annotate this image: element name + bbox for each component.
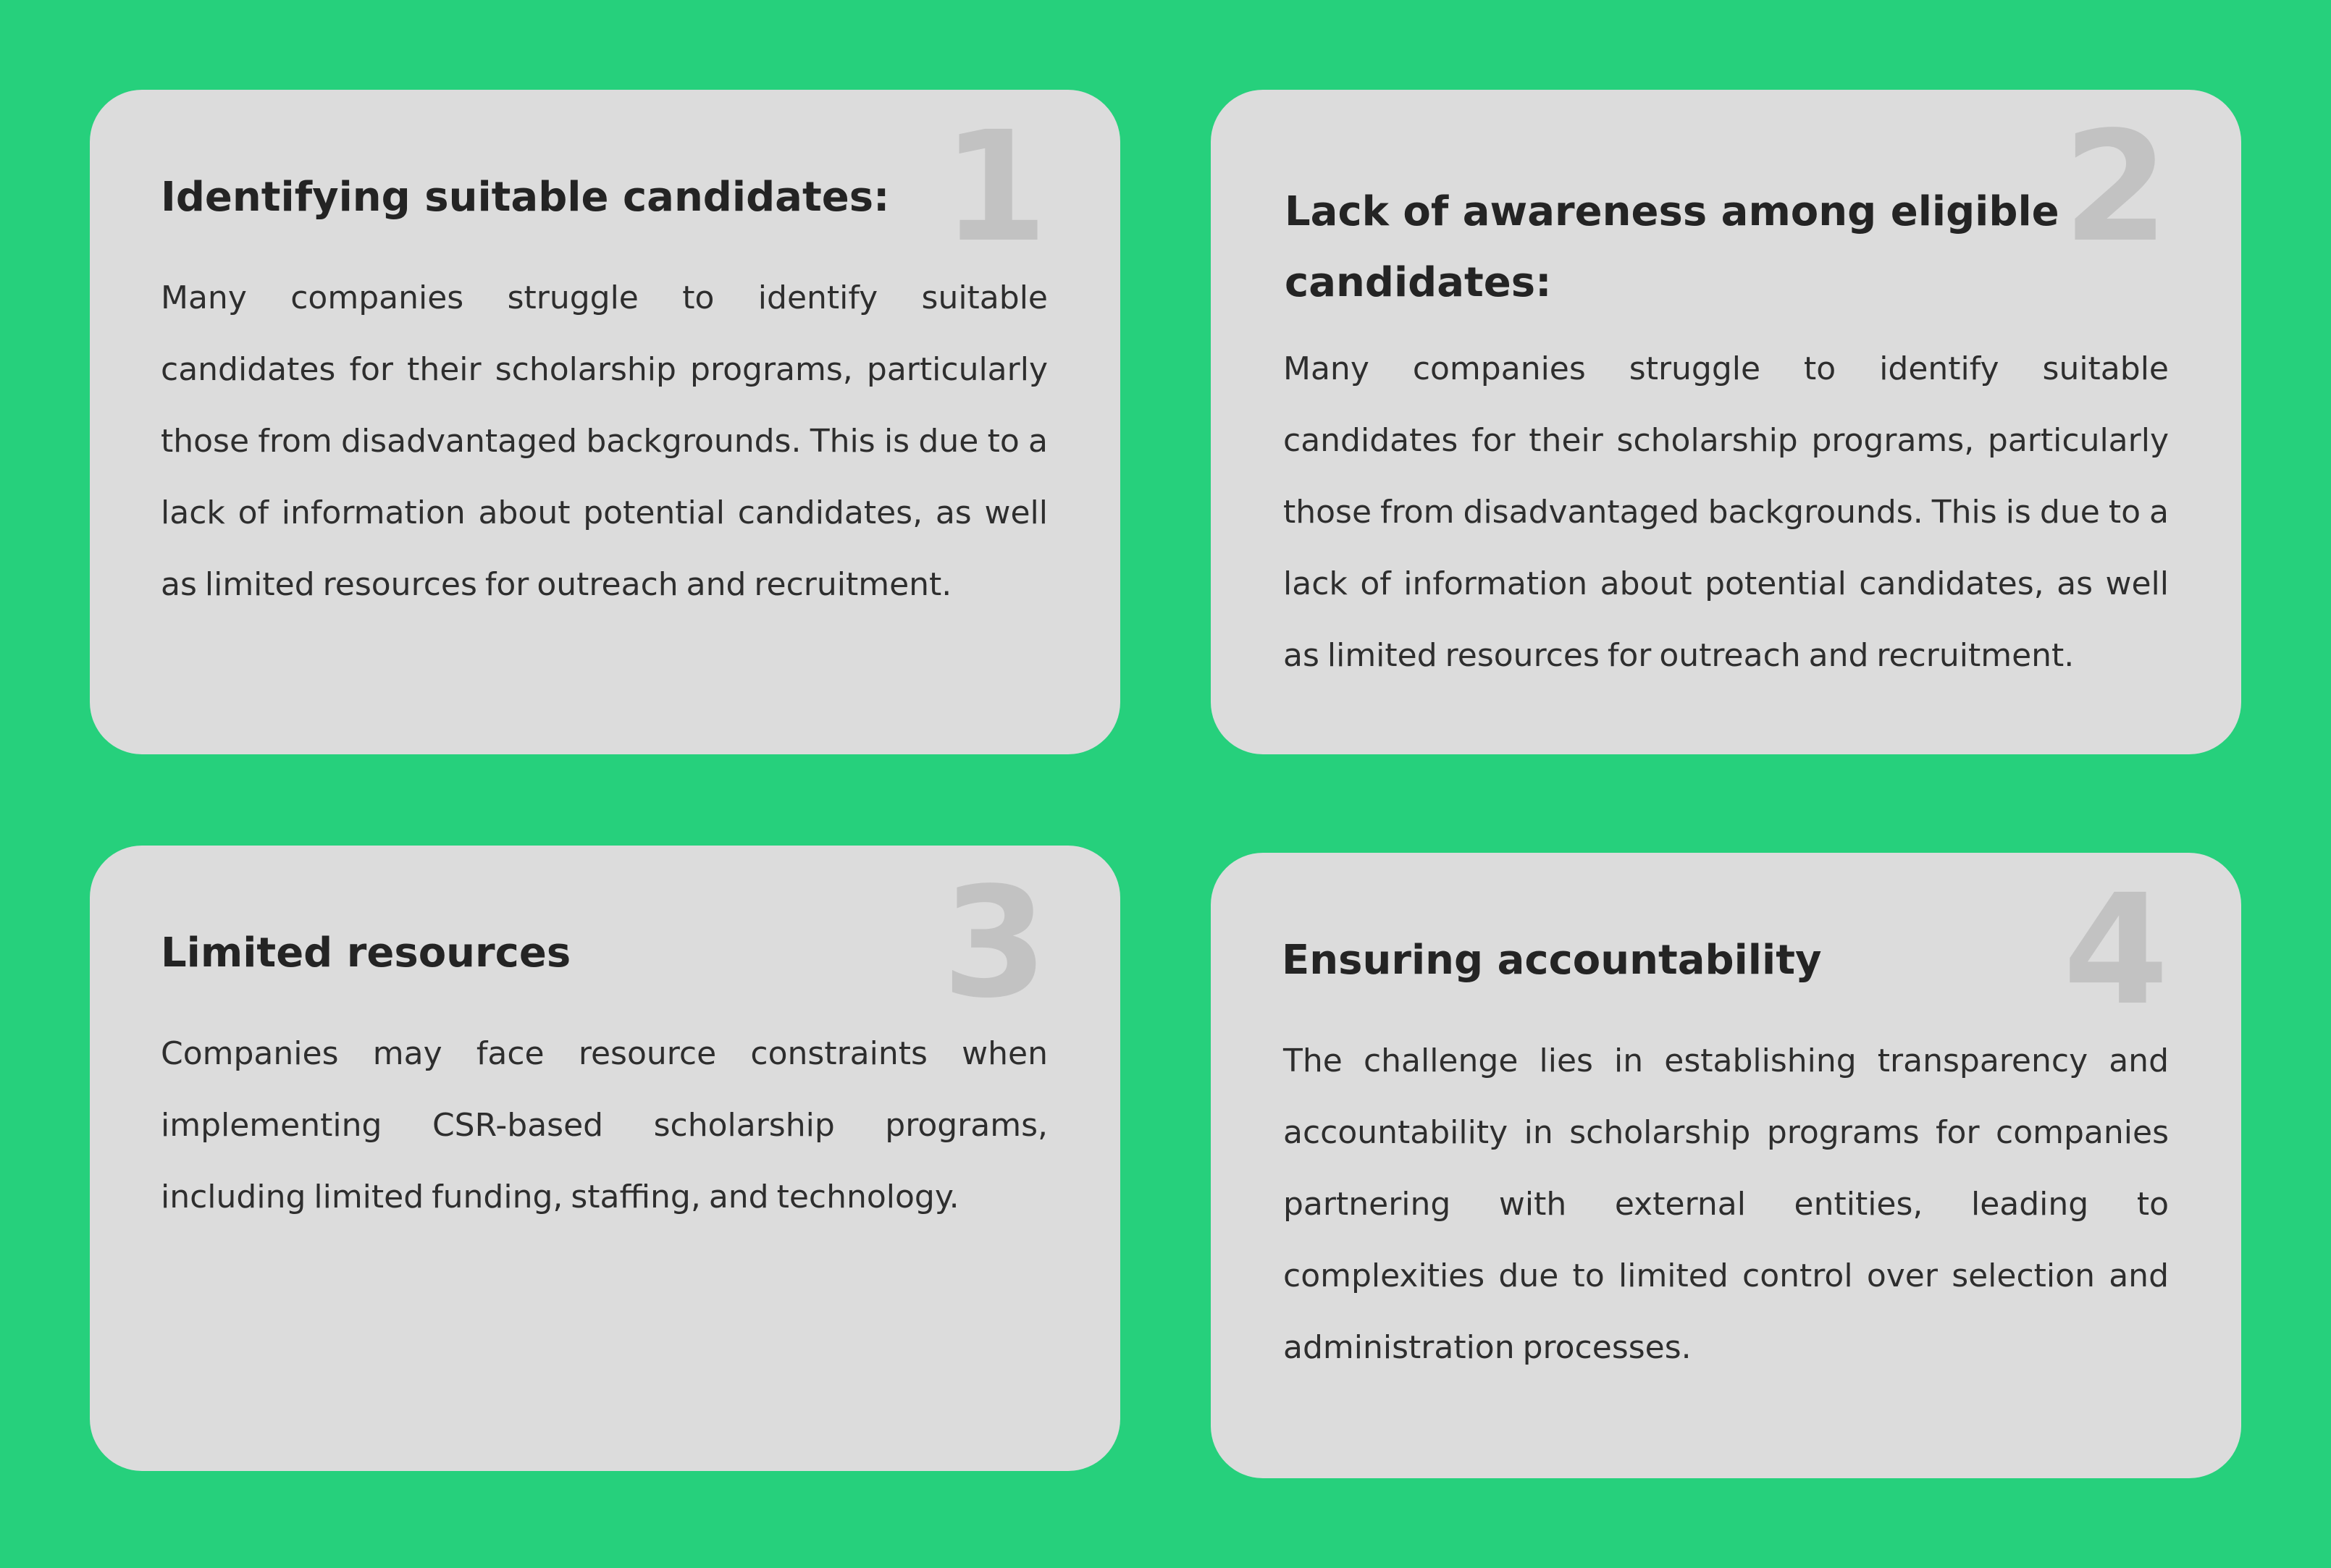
card-limited-resources — [90, 846, 1120, 1471]
card-body: Companies may face resource constraints when implementing CSR-based scholarship programs, including limited funding, staffing, and technology. — [161, 1035, 1048, 1215]
card-title: Limited resources — [161, 930, 571, 977]
card-number: 3 — [941, 854, 1048, 1032]
card-identifying-candidates — [90, 90, 1120, 754]
card-number: 1 — [941, 98, 1048, 276]
card-number: 4 — [2062, 861, 2169, 1039]
card-number: 2 — [2062, 98, 2169, 276]
card-title: Lack of awareness among eligible candidates: — [1285, 188, 2059, 306]
card-body: The challenge lies in establishing transparency and accountability in scholarship programs for companies partnering with external entities, leading to complexities due to limited control over selection and administration processes. — [1283, 1042, 2169, 1366]
card-title: Ensuring accountability — [1282, 937, 1822, 984]
card-body: Many companies struggle to identify suitable candidates for their scholarship programs, particularly those from disadvantaged backgrounds. This is due to a lack of information about potential candidates, as well as limited resources for outreach and recruitment. — [1283, 350, 2169, 674]
card-title: Identifying suitable candidates: — [161, 174, 890, 221]
card-lack-of-awareness — [1211, 90, 2241, 754]
card-body: Many companies struggle to identify suitable candidates for their scholarship programs, particularly those from disadvantaged backgrounds. This is due to a lack of information about potential candidates, as well as limited resources for outreach and recruitment. — [161, 279, 1048, 603]
card-ensuring-accountability — [1211, 853, 2241, 1478]
